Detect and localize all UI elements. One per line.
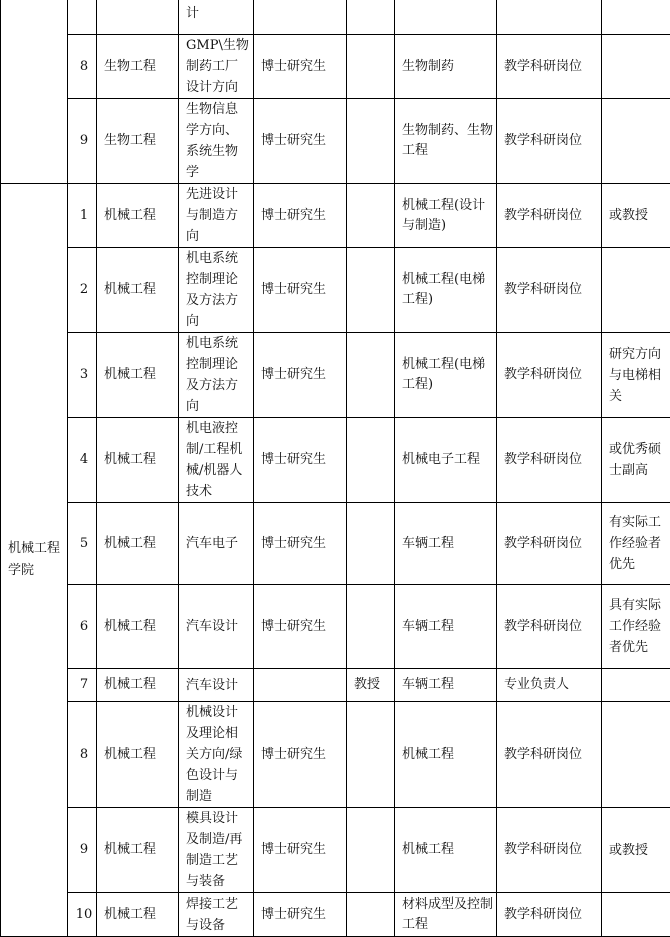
subject-cell: 生物制药、生物工程 <box>395 99 497 184</box>
direction-cell: 机电液控制/工程机械/机器人技术 <box>179 418 254 503</box>
table-body <box>1 0 670 937</box>
post-cell: 教学科研岗位 <box>497 585 602 669</box>
direction-cell: 机械设计及理论相关方向/绿色设计与制造 <box>179 702 254 808</box>
row-number: 1 <box>68 184 97 248</box>
table-row <box>1 808 670 893</box>
title-cell <box>347 184 395 248</box>
major-cell: 机械工程 <box>97 333 179 418</box>
title-cell <box>347 99 395 184</box>
subject-cell <box>395 0 497 35</box>
subject-cell: 机械工程 <box>395 702 497 808</box>
subject-cell: 机械工程(设计与制造) <box>395 184 497 248</box>
education-cell <box>254 669 347 702</box>
direction-cell: 汽车电子 <box>179 503 254 585</box>
row-number: 3 <box>68 333 97 418</box>
major-cell <box>97 0 179 35</box>
subject-cell: 车辆工程 <box>395 669 497 702</box>
direction-cell: 汽车设计 <box>179 669 254 702</box>
major-cell: 机械工程 <box>97 248 179 333</box>
note-cell: 研究方向与电梯相关 <box>602 333 670 418</box>
table-row <box>1 893 670 937</box>
title-cell <box>347 333 395 418</box>
table-row <box>1 585 670 669</box>
row-number: 8 <box>68 702 97 808</box>
title-cell: 教授 <box>347 669 395 702</box>
title-cell <box>347 248 395 333</box>
post-cell: 专业负责人 <box>497 669 602 702</box>
row-number <box>68 0 97 35</box>
title-cell <box>347 893 395 937</box>
direction-cell: 生物信息学方向、系统生物学 <box>179 99 254 184</box>
direction-cell: GMP\生物制药工厂设计方向 <box>179 35 254 99</box>
note-cell: 或优秀硕士副高 <box>602 418 670 503</box>
row-number: 6 <box>68 585 97 669</box>
subject-cell: 车辆工程 <box>395 585 497 669</box>
subject-cell: 机械电子工程 <box>395 418 497 503</box>
title-cell <box>347 503 395 585</box>
table-row <box>1 669 670 702</box>
note-cell <box>602 669 670 702</box>
note-cell <box>602 702 670 808</box>
title-cell <box>347 0 395 35</box>
direction-cell: 先进设计与制造方向 <box>179 184 254 248</box>
post-cell <box>497 0 602 35</box>
post-cell: 教学科研岗位 <box>497 99 602 184</box>
title-cell <box>347 702 395 808</box>
row-number: 9 <box>68 99 97 184</box>
row-number: 7 <box>68 669 97 702</box>
title-cell <box>347 418 395 503</box>
education-cell: 博士研究生 <box>254 333 347 418</box>
direction-cell: 模具设计及制造/再制造工艺与装备 <box>179 808 254 893</box>
subject-cell: 材料成型及控制工程 <box>395 893 497 937</box>
table-row <box>1 35 670 99</box>
note-cell <box>602 0 670 35</box>
post-cell: 教学科研岗位 <box>497 893 602 937</box>
subject-cell: 机械工程(电梯工程) <box>395 333 497 418</box>
direction-cell: 焊接工艺与设备 <box>179 893 254 937</box>
row-number: 4 <box>68 418 97 503</box>
note-cell: 或教授 <box>602 184 670 248</box>
row-number: 2 <box>68 248 97 333</box>
post-cell: 教学科研岗位 <box>497 702 602 808</box>
major-cell: 机械工程 <box>97 808 179 893</box>
unit-cell <box>1 0 68 184</box>
title-cell <box>347 808 395 893</box>
major-cell: 生物工程 <box>97 35 179 99</box>
table-row <box>1 99 670 184</box>
education-cell: 博士研究生 <box>254 35 347 99</box>
subject-cell: 生物制药 <box>395 35 497 99</box>
note-cell <box>602 893 670 937</box>
unit-cell: 机械工程学院 <box>1 184 68 937</box>
row-number: 8 <box>68 35 97 99</box>
table-row <box>1 503 670 585</box>
row-number: 10 <box>68 893 97 937</box>
major-cell: 机械工程 <box>97 585 179 669</box>
table-row <box>1 248 670 333</box>
education-cell: 博士研究生 <box>254 248 347 333</box>
education-cell: 博士研究生 <box>254 702 347 808</box>
education-cell: 博士研究生 <box>254 808 347 893</box>
education-cell: 博士研究生 <box>254 418 347 503</box>
note-cell <box>602 35 670 99</box>
direction-cell: 计 <box>179 0 254 35</box>
note-cell <box>602 99 670 184</box>
direction-cell: 机电系统控制理论及方法方向 <box>179 248 254 333</box>
major-cell: 机械工程 <box>97 702 179 808</box>
note-cell: 或教授 <box>602 808 670 893</box>
subject-cell: 机械工程 <box>395 808 497 893</box>
post-cell: 教学科研岗位 <box>497 248 602 333</box>
post-cell: 教学科研岗位 <box>497 35 602 99</box>
subject-cell: 机械工程(电梯工程) <box>395 248 497 333</box>
post-cell: 教学科研岗位 <box>497 184 602 248</box>
table-row <box>1 418 670 503</box>
table-row <box>1 333 670 418</box>
post-cell: 教学科研岗位 <box>497 333 602 418</box>
major-cell: 机械工程 <box>97 503 179 585</box>
education-cell <box>254 0 347 35</box>
education-cell: 博士研究生 <box>254 585 347 669</box>
education-cell: 博士研究生 <box>254 893 347 937</box>
education-cell: 博士研究生 <box>254 99 347 184</box>
major-cell: 机械工程 <box>97 893 179 937</box>
education-cell: 博士研究生 <box>254 184 347 248</box>
direction-cell: 机电系统控制理论及方法方向 <box>179 333 254 418</box>
subject-cell: 车辆工程 <box>395 503 497 585</box>
major-cell: 机械工程 <box>97 418 179 503</box>
post-cell: 教学科研岗位 <box>497 503 602 585</box>
row-number: 9 <box>68 808 97 893</box>
table-row <box>1 0 670 35</box>
table-row <box>1 702 670 808</box>
table-row <box>1 184 670 248</box>
note-cell: 有实际工作经验者优先 <box>602 503 670 585</box>
major-cell: 生物工程 <box>97 99 179 184</box>
row-number: 5 <box>68 503 97 585</box>
note-cell <box>602 248 670 333</box>
title-cell <box>347 585 395 669</box>
post-cell: 教学科研岗位 <box>497 808 602 893</box>
major-cell: 机械工程 <box>97 184 179 248</box>
title-cell <box>347 35 395 99</box>
note-cell: 具有实际工作经验者优先 <box>602 585 670 669</box>
education-cell: 博士研究生 <box>254 503 347 585</box>
direction-cell: 汽车设计 <box>179 585 254 669</box>
major-cell: 机械工程 <box>97 669 179 702</box>
post-cell: 教学科研岗位 <box>497 418 602 503</box>
